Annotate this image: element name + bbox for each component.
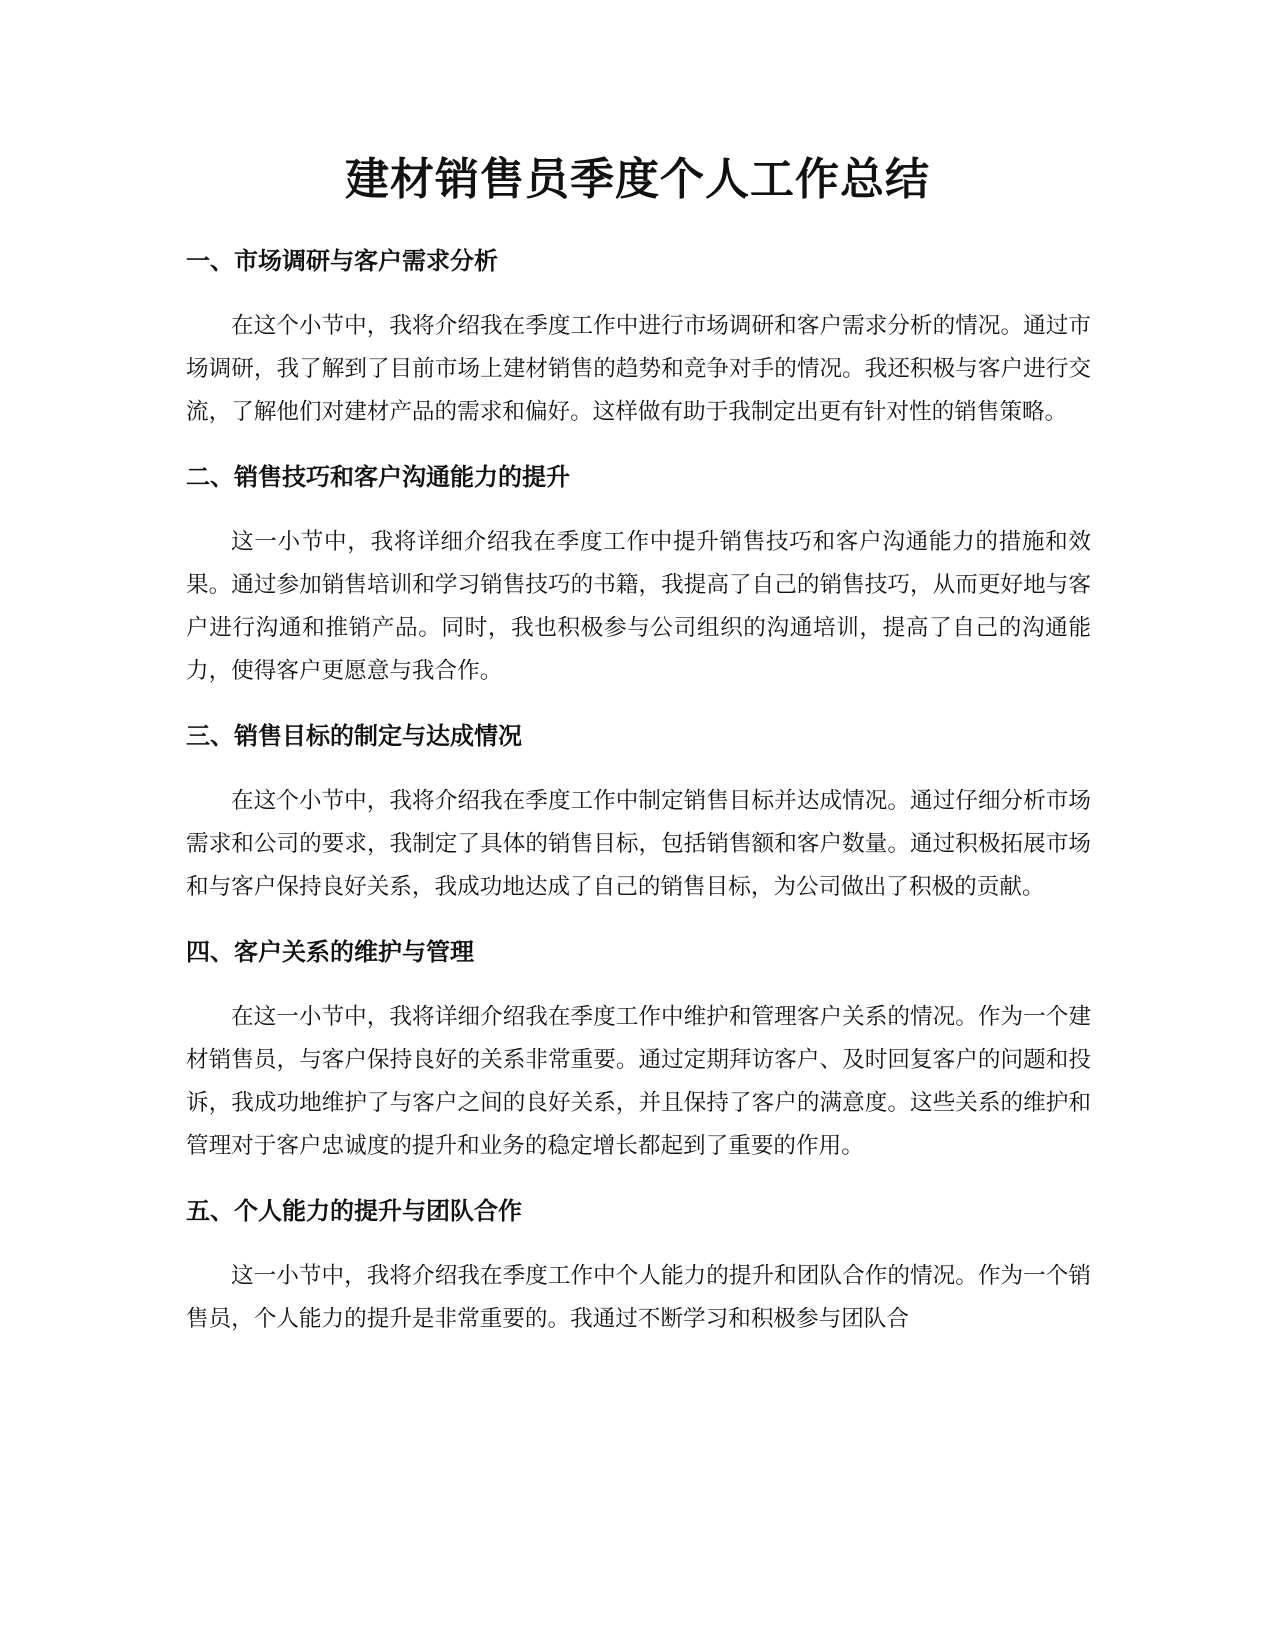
section-heading: 三、销售目标的制定与达成情况 <box>186 722 522 750</box>
document-title: 建材销售员季度个人工作总结 <box>345 154 930 205</box>
section-paragraph: 这一小节中，我将介绍我在季度工作中个人能力的提升和团队合作的情况。作为一个销售员，个人能力的提升是非常重要的。我通过不断学习和积极参与团队合 <box>186 1263 1091 1332</box>
section-heading: 四、客户关系的维护与管理 <box>186 938 474 966</box>
section-paragraph: 在这一小节中，我将详细介绍我在季度工作中维护和管理客户关系的情况。作为一个建材销售员，与客户保持良好的关系非常重要。通过定期拜访客户、及时回复客户的问题和投诉，我成功地维护了与客户之间的良好关系，并且保持了客户的满意度。这些关系的维护和管理对于客户忠诚度的提升和业务的稳定增长都起到了重要的作用。 <box>186 1004 1091 1159</box>
section-customer-relations <box>186 935 1091 1168</box>
section-heading: 一、市场调研与客户需求分析 <box>186 247 498 275</box>
section-paragraph: 在这个小节中，我将介绍我在季度工作中进行市场调研和客户需求分析的情况。通过市场调研，我了解到了目前市场上建材销售的趋势和竞争对手的情况。我还积极与客户进行交流，了解他们对建材产品的需求和偏好。这样做有助于我制定出更有针对性的销售策略。 <box>186 313 1091 425</box>
document-content <box>186 244 1091 1367</box>
section-personal-growth-teamwork <box>186 1194 1091 1341</box>
section-market-research <box>186 244 1091 434</box>
section-paragraph: 这一小节中，我将详细介绍我在季度工作中提升销售技巧和客户沟通能力的措施和效果。通过参加销售培训和学习销售技巧的书籍，我提高了自己的销售技巧，从而更好地与客户进行沟通和推销产品。同时，我也积极参与公司组织的沟通培训，提高了自己的沟通能力，使得客户更愿意与我合作。 <box>186 529 1091 684</box>
section-heading: 五、个人能力的提升与团队合作 <box>186 1197 522 1225</box>
section-sales-skills <box>186 460 1091 693</box>
section-paragraph: 在这个小节中，我将介绍我在季度工作中制定销售目标并达成情况。通过仔细分析市场需求和公司的要求，我制定了具体的销售目标，包括销售额和客户数量。通过积极拓展市场和与客户保持良好关系，我成功地达成了自己的销售目标，为公司做出了积极的贡献。 <box>186 788 1091 900</box>
section-sales-targets <box>186 719 1091 909</box>
section-heading: 二、销售技巧和客户沟通能力的提升 <box>186 463 570 491</box>
